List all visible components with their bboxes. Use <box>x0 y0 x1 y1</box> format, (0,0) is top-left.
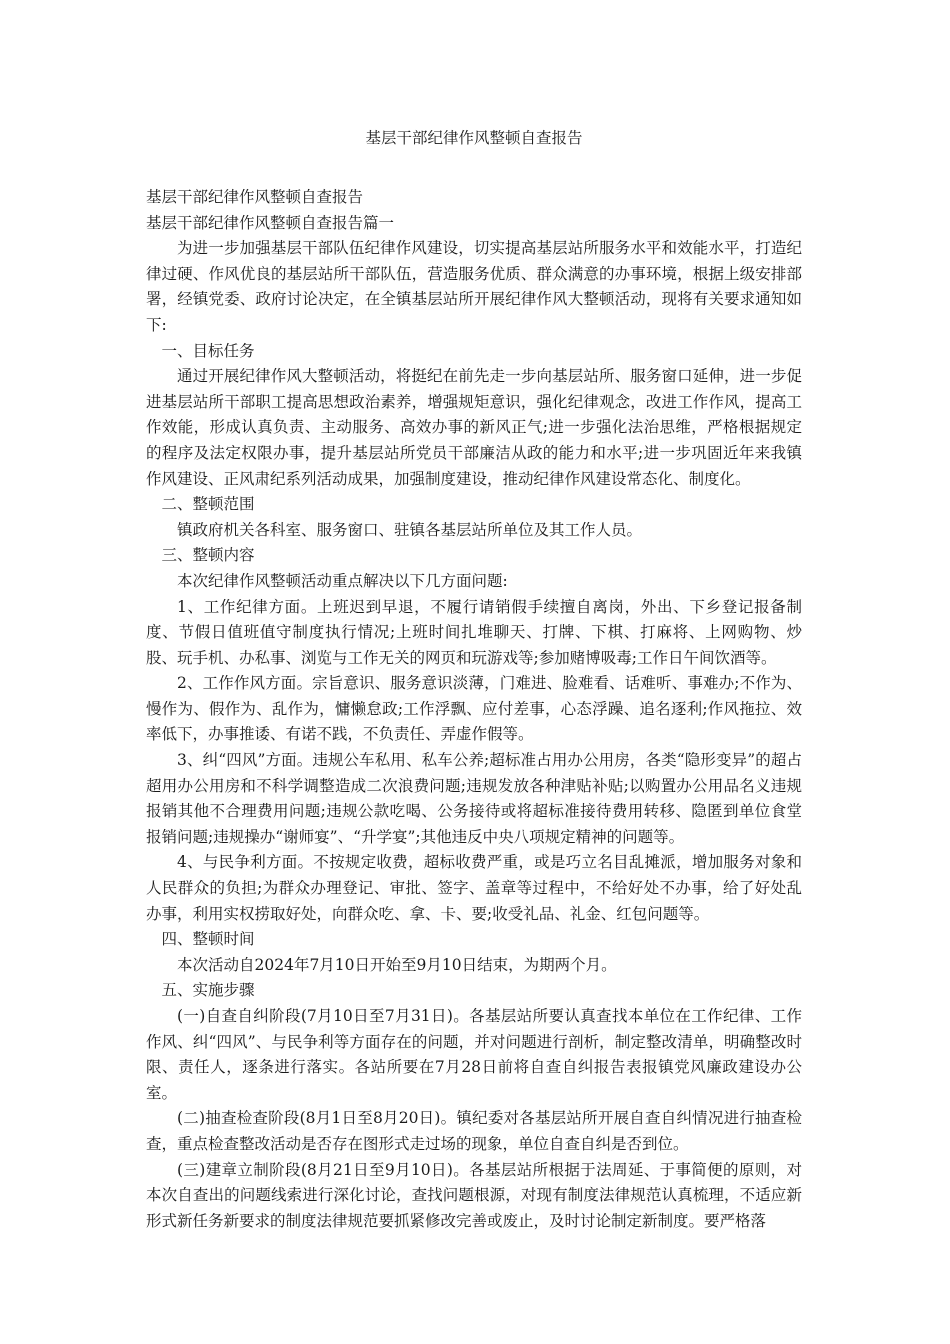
paragraph-four-winds: 3、纠“四风”方面。违规公车私用、私车公养;超标准占用办公用房，各类“隐形变异”的超占超用办公用房和不科学调整造成二次浪费问题;违规发放各种津贴补贴;以购置办公用品名义违规报销其他不合理费用问题;违规公款吃喝、公务接待或将超标准接待费用转移、隐匿到单位食堂报销问题;违规操办“谢师宴”、“升学宴”;其他违反中央八项规定精神的问题等。 <box>146 751 802 846</box>
paragraph-goals: 通过开展纪律作风大整顿活动，将挺纪在前先走一步向基层站所、服务窗口延伸，进一步促进基层站所干部职工提高思想政治素养，增强规矩意识，强化纪律观念，改进工作作风，提高工作效能，形成认真负责、主动服务、高效办事的新风正气;进一步强化法治思维，严格根据规定的程序及法定权限办事，提升基层站所党员干部廉洁从政的能力和水平;进一步巩固近年来我镇作风建设、正风肃纪系列活动成果，加强制度建设，推动纪律作风建设常态化、制度化。 <box>146 367 802 488</box>
heading-content: 三、整顿内容 <box>161 546 255 565</box>
paragraph-step-3: (三)建章立制阶段(8月21日至9月10日)。各基层站所根据于法周延、于事简便的原则，对本次自查出的问题线索进行深化讨论，查找问题根源，对现有制度法律规范认真梳理，不适应新形式新任务新要求的制度法律规范要抓紧修改完善或废止，及时讨论制定新制度。要严格落 <box>146 1160 802 1230</box>
heading-goals: 一、目标任务 <box>161 341 255 360</box>
heading-time: 四、整顿时间 <box>161 930 255 949</box>
paragraph-step-2: (二)抽查检查阶段(8月1日至8月20日)。镇纪委对各基层站所开展自查自纠情况进行抽查检查，重点检查整改活动是否存在图形式走过场的现象，单位自查自纠是否到位。 <box>146 1109 802 1153</box>
paragraph-scope: 镇政府机关各科室、服务窗口、驻镇各基层站所单位及其工作人员。 <box>177 520 643 539</box>
document-subtitle: 基层干部纪律作风整顿自查报告 <box>146 188 364 206</box>
section-title: 基层干部纪律作风整顿自查报告篇一 <box>146 213 395 232</box>
paragraph-step-1: (一)自查自纠阶段(7月10日至7月31日)。各基层站所要认真查找本单位在工作纪律、工作作风、纠“四风”、与民争利等方面存在的问题，并对问题进行剖析，制定整改清单，明确整改时限、责任人，逐条进行落实。各站所要在7月28日前将自查自纠报告表报镇党风廉政建设办公室。 <box>146 1007 802 1102</box>
paragraph-work-style: 2、工作作风方面。宗旨意识、服务意识淡薄，门难进、脸难看、话难听、事难办;不作为、慢作为、假作为、乱作为，慵懒怠政;工作浮飘、应付差事，心态浮躁、追名逐利;作风拖拉、效率低下，办事推诿、有诺不践，不负责任、弄虚作假等。 <box>146 674 802 744</box>
document-title: 基层干部纪律作风整顿自查报告 <box>365 129 583 147</box>
heading-steps: 五、实施步骤 <box>161 981 255 1000</box>
intro-paragraph: 为进一步加强基层干部队伍纪律作风建设，切实提高基层站所服务水平和效能水平，打造纪律过硬、作风优良的基层站所干部队伍，营造服务优质、群众满意的办事环境，根据上级安排部署，经镇党委、政府讨论决定，在全镇基层站所开展纪律作风大整顿活动，现将有关要求通知如下: <box>146 239 802 334</box>
paragraph-time: 本次活动自2024年7月10日开始至9月10日结束，为期两个月。 <box>177 955 617 974</box>
paragraph-work-discipline: 1、工作纪律方面。上班迟到早退，不履行请销假手续擅自离岗，外出、下乡登记报备制度、节假日值班值守制度执行情况;上班时间扎堆聊天、打牌、下棋、打麻将、上网购物、炒股、玩手机、办私事、浏览与工作无关的网页和玩游戏等;参加赌博吸毒;工作日午间饮酒等。 <box>146 597 802 667</box>
paragraph-profit: 4、与民争利方面。不按规定收费，超标收费严重，或是巧立名目乱摊派，增加服务对象和人民群众的负担;为群众办理登记、审批、签字、盖章等过程中，不给好处不办事，给了好处乱办事，利用实权捞取好处，向群众吃、拿、卡、要;收受礼品、礼金、红包问题等。 <box>146 853 802 923</box>
paragraph-content-intro: 本次纪律作风整顿活动重点解决以下几方面问题: <box>177 571 508 590</box>
heading-scope: 二、整顿范围 <box>161 495 255 514</box>
